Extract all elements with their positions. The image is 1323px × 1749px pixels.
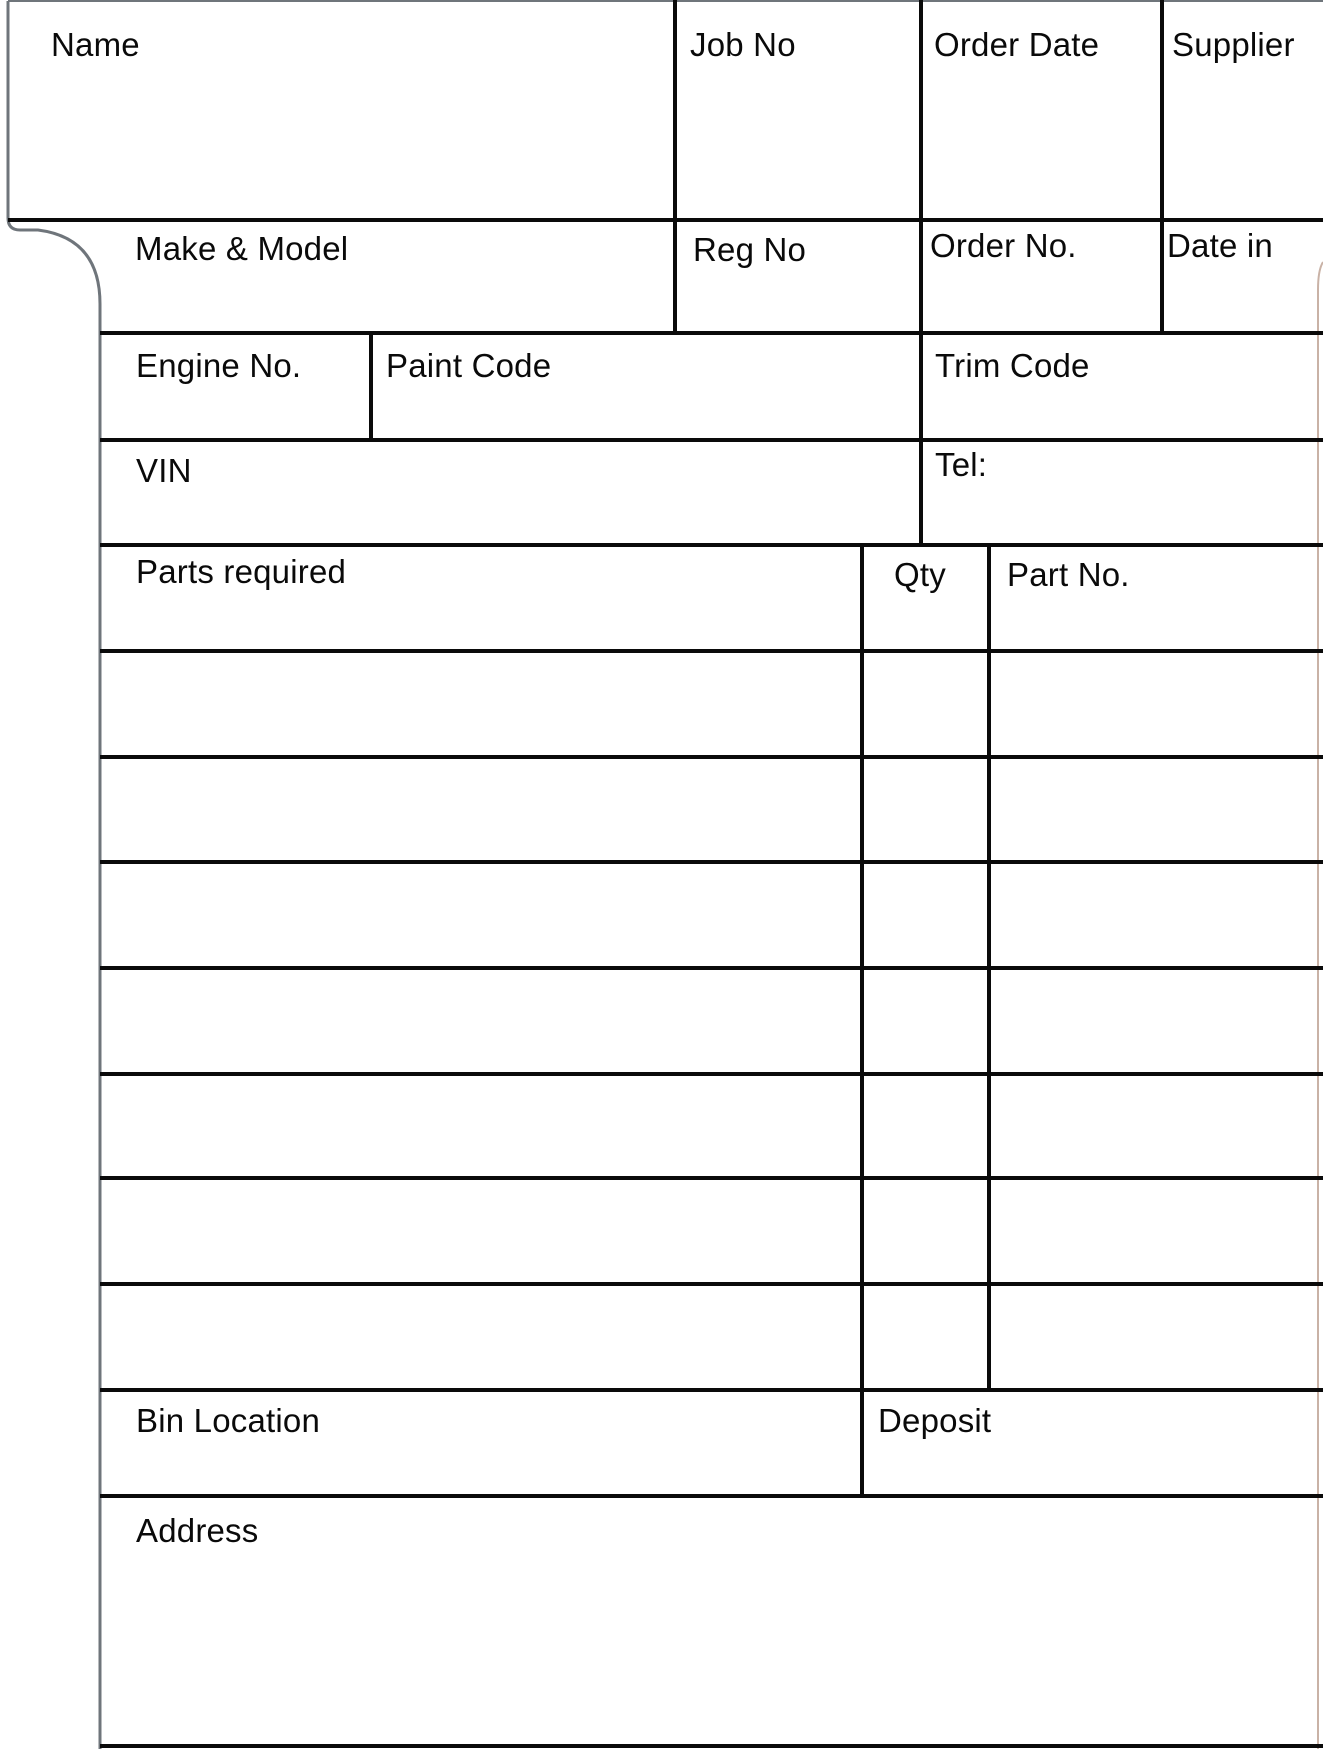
label-tel: Tel: xyxy=(935,446,988,483)
label-bin-location: Bin Location xyxy=(136,1402,321,1439)
label-order-date: Order Date xyxy=(934,26,1100,63)
label-deposit: Deposit xyxy=(878,1402,992,1439)
label-name: Name xyxy=(51,26,140,63)
label-make-model: Make & Model xyxy=(135,230,349,267)
label-engine-no: Engine No. xyxy=(136,347,302,384)
card-edge-left xyxy=(8,1,100,1749)
label-order-no: Order No. xyxy=(930,227,1077,264)
label-address: Address xyxy=(136,1512,259,1549)
label-date-in: Date in xyxy=(1167,227,1273,264)
label-qty: Qty xyxy=(894,556,946,593)
label-reg-no: Reg No xyxy=(693,231,807,268)
label-supplier: Supplier xyxy=(1172,26,1295,63)
label-part-no: Part No. xyxy=(1007,556,1130,593)
label-job-no: Job No xyxy=(690,26,796,63)
label-parts-required: Parts required xyxy=(136,553,347,590)
card-edge-right xyxy=(1318,262,1323,1749)
label-paint-code: Paint Code xyxy=(386,347,552,384)
label-trim-code: Trim Code xyxy=(935,347,1090,384)
label-vin: VIN xyxy=(136,452,192,489)
